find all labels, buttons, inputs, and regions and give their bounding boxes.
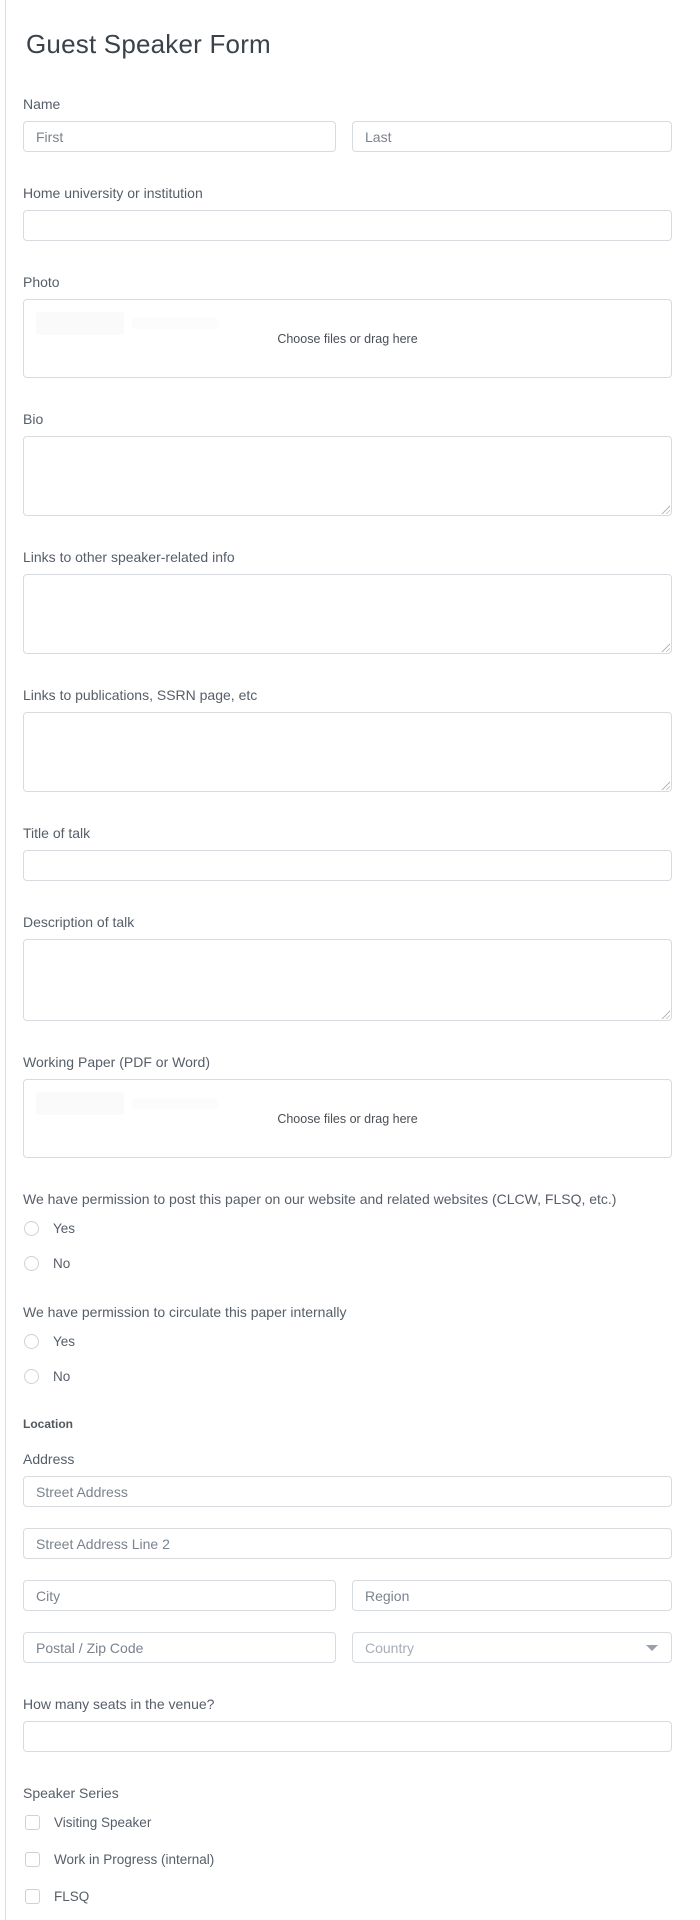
- permission-circulate-no-label[interactable]: No: [53, 1368, 71, 1384]
- visiting-speaker-label[interactable]: Visiting Speaker: [54, 1814, 152, 1830]
- permission-post-yes-option[interactable]: [23, 1220, 672, 1236]
- flsq-label[interactable]: FLSQ: [54, 1888, 90, 1904]
- radio-icon[interactable]: [24, 1221, 39, 1236]
- permission-circulate-yes-label[interactable]: Yes: [53, 1333, 76, 1349]
- working-paper-upload-dropzone[interactable]: [23, 1079, 672, 1158]
- photo-upload-dropzone[interactable]: [23, 299, 672, 378]
- checkbox-icon[interactable]: [25, 1815, 40, 1830]
- name-label: Name: [23, 96, 61, 112]
- speaker-series-visiting-option[interactable]: [23, 1814, 672, 1830]
- permission-circulate-label: We have permission to circulate this paper internally: [23, 1304, 347, 1320]
- talk-title-input[interactable]: [23, 850, 672, 881]
- last-name-input[interactable]: [352, 121, 672, 152]
- field-bio: [23, 411, 672, 516]
- links-publications-label: Links to publications, SSRN page, etc: [23, 687, 258, 703]
- university-label: Home university or institution: [23, 185, 203, 201]
- field-name: [23, 96, 672, 152]
- field-venue-seats: [23, 1696, 672, 1752]
- permission-circulate-no-option[interactable]: [23, 1368, 672, 1384]
- field-university: [23, 185, 672, 241]
- bio-label: Bio: [23, 411, 44, 427]
- permission-circulate-yes-option[interactable]: [23, 1333, 672, 1349]
- radio-icon[interactable]: [24, 1369, 39, 1384]
- work-in-progress-label[interactable]: Work in Progress (internal): [54, 1851, 215, 1867]
- form-title: Guest Speaker Form: [26, 29, 271, 59]
- speaker-series-flsq-option[interactable]: [23, 1888, 672, 1904]
- photo-label: Photo: [23, 274, 60, 290]
- permission-post-label: We have permission to post this paper on our website and related websites (CLCW, FLSQ, etc.): [23, 1191, 617, 1207]
- street-address-input[interactable]: [23, 1476, 672, 1507]
- links-other-textarea[interactable]: [23, 574, 672, 654]
- first-name-input[interactable]: [23, 121, 336, 152]
- university-input[interactable]: [23, 210, 672, 241]
- speaker-series-label: Speaker Series: [23, 1785, 119, 1801]
- talk-description-textarea[interactable]: [23, 939, 672, 1021]
- talk-title-label: Title of talk: [23, 825, 91, 841]
- field-photo: [23, 274, 672, 378]
- city-input[interactable]: [23, 1580, 336, 1611]
- checkbox-icon[interactable]: [25, 1852, 40, 1867]
- page-left-border: [5, 0, 6, 1920]
- radio-icon[interactable]: [24, 1334, 39, 1349]
- photo-upload-hint: Choose files or drag here: [277, 332, 418, 346]
- talk-description-label: Description of talk: [23, 914, 135, 930]
- field-permission-post: [23, 1191, 672, 1271]
- links-other-label: Links to other speaker-related info: [23, 549, 235, 565]
- permission-post-yes-label[interactable]: Yes: [53, 1220, 76, 1236]
- region-input[interactable]: [352, 1580, 672, 1611]
- field-address: [23, 1451, 672, 1663]
- working-paper-label: Working Paper (PDF or Word): [23, 1054, 210, 1070]
- field-links-other: [23, 549, 672, 654]
- field-talk-description: [23, 914, 672, 1021]
- country-select[interactable]: [352, 1632, 672, 1663]
- working-paper-upload-hint: Choose files or drag here: [277, 1112, 418, 1126]
- speaker-series-wip-option[interactable]: [23, 1851, 672, 1867]
- field-speaker-series: [23, 1785, 672, 1904]
- permission-post-no-label[interactable]: No: [53, 1255, 71, 1271]
- location-section-heading: Location: [23, 1417, 73, 1431]
- permission-post-no-option[interactable]: [23, 1255, 672, 1271]
- venue-seats-label: How many seats in the venue?: [23, 1696, 215, 1712]
- field-working-paper: [23, 1054, 672, 1158]
- radio-icon[interactable]: [24, 1256, 39, 1271]
- links-publications-textarea[interactable]: [23, 712, 672, 792]
- country-select-value: Country: [365, 1639, 415, 1656]
- checkbox-icon[interactable]: [25, 1889, 40, 1904]
- field-permission-circulate: [23, 1304, 672, 1384]
- venue-seats-input[interactable]: [23, 1721, 672, 1752]
- postal-zip-input[interactable]: [23, 1632, 336, 1663]
- address-label: Address: [23, 1451, 75, 1467]
- street-address-line2-input[interactable]: [23, 1528, 672, 1559]
- working-paper-upload-ghost-text: [132, 1098, 218, 1109]
- field-links-publications: [23, 687, 672, 792]
- chevron-down-icon: [646, 1645, 658, 1651]
- bio-textarea[interactable]: [23, 436, 672, 516]
- field-talk-title: [23, 825, 672, 881]
- photo-upload-ghost-text: [132, 318, 218, 329]
